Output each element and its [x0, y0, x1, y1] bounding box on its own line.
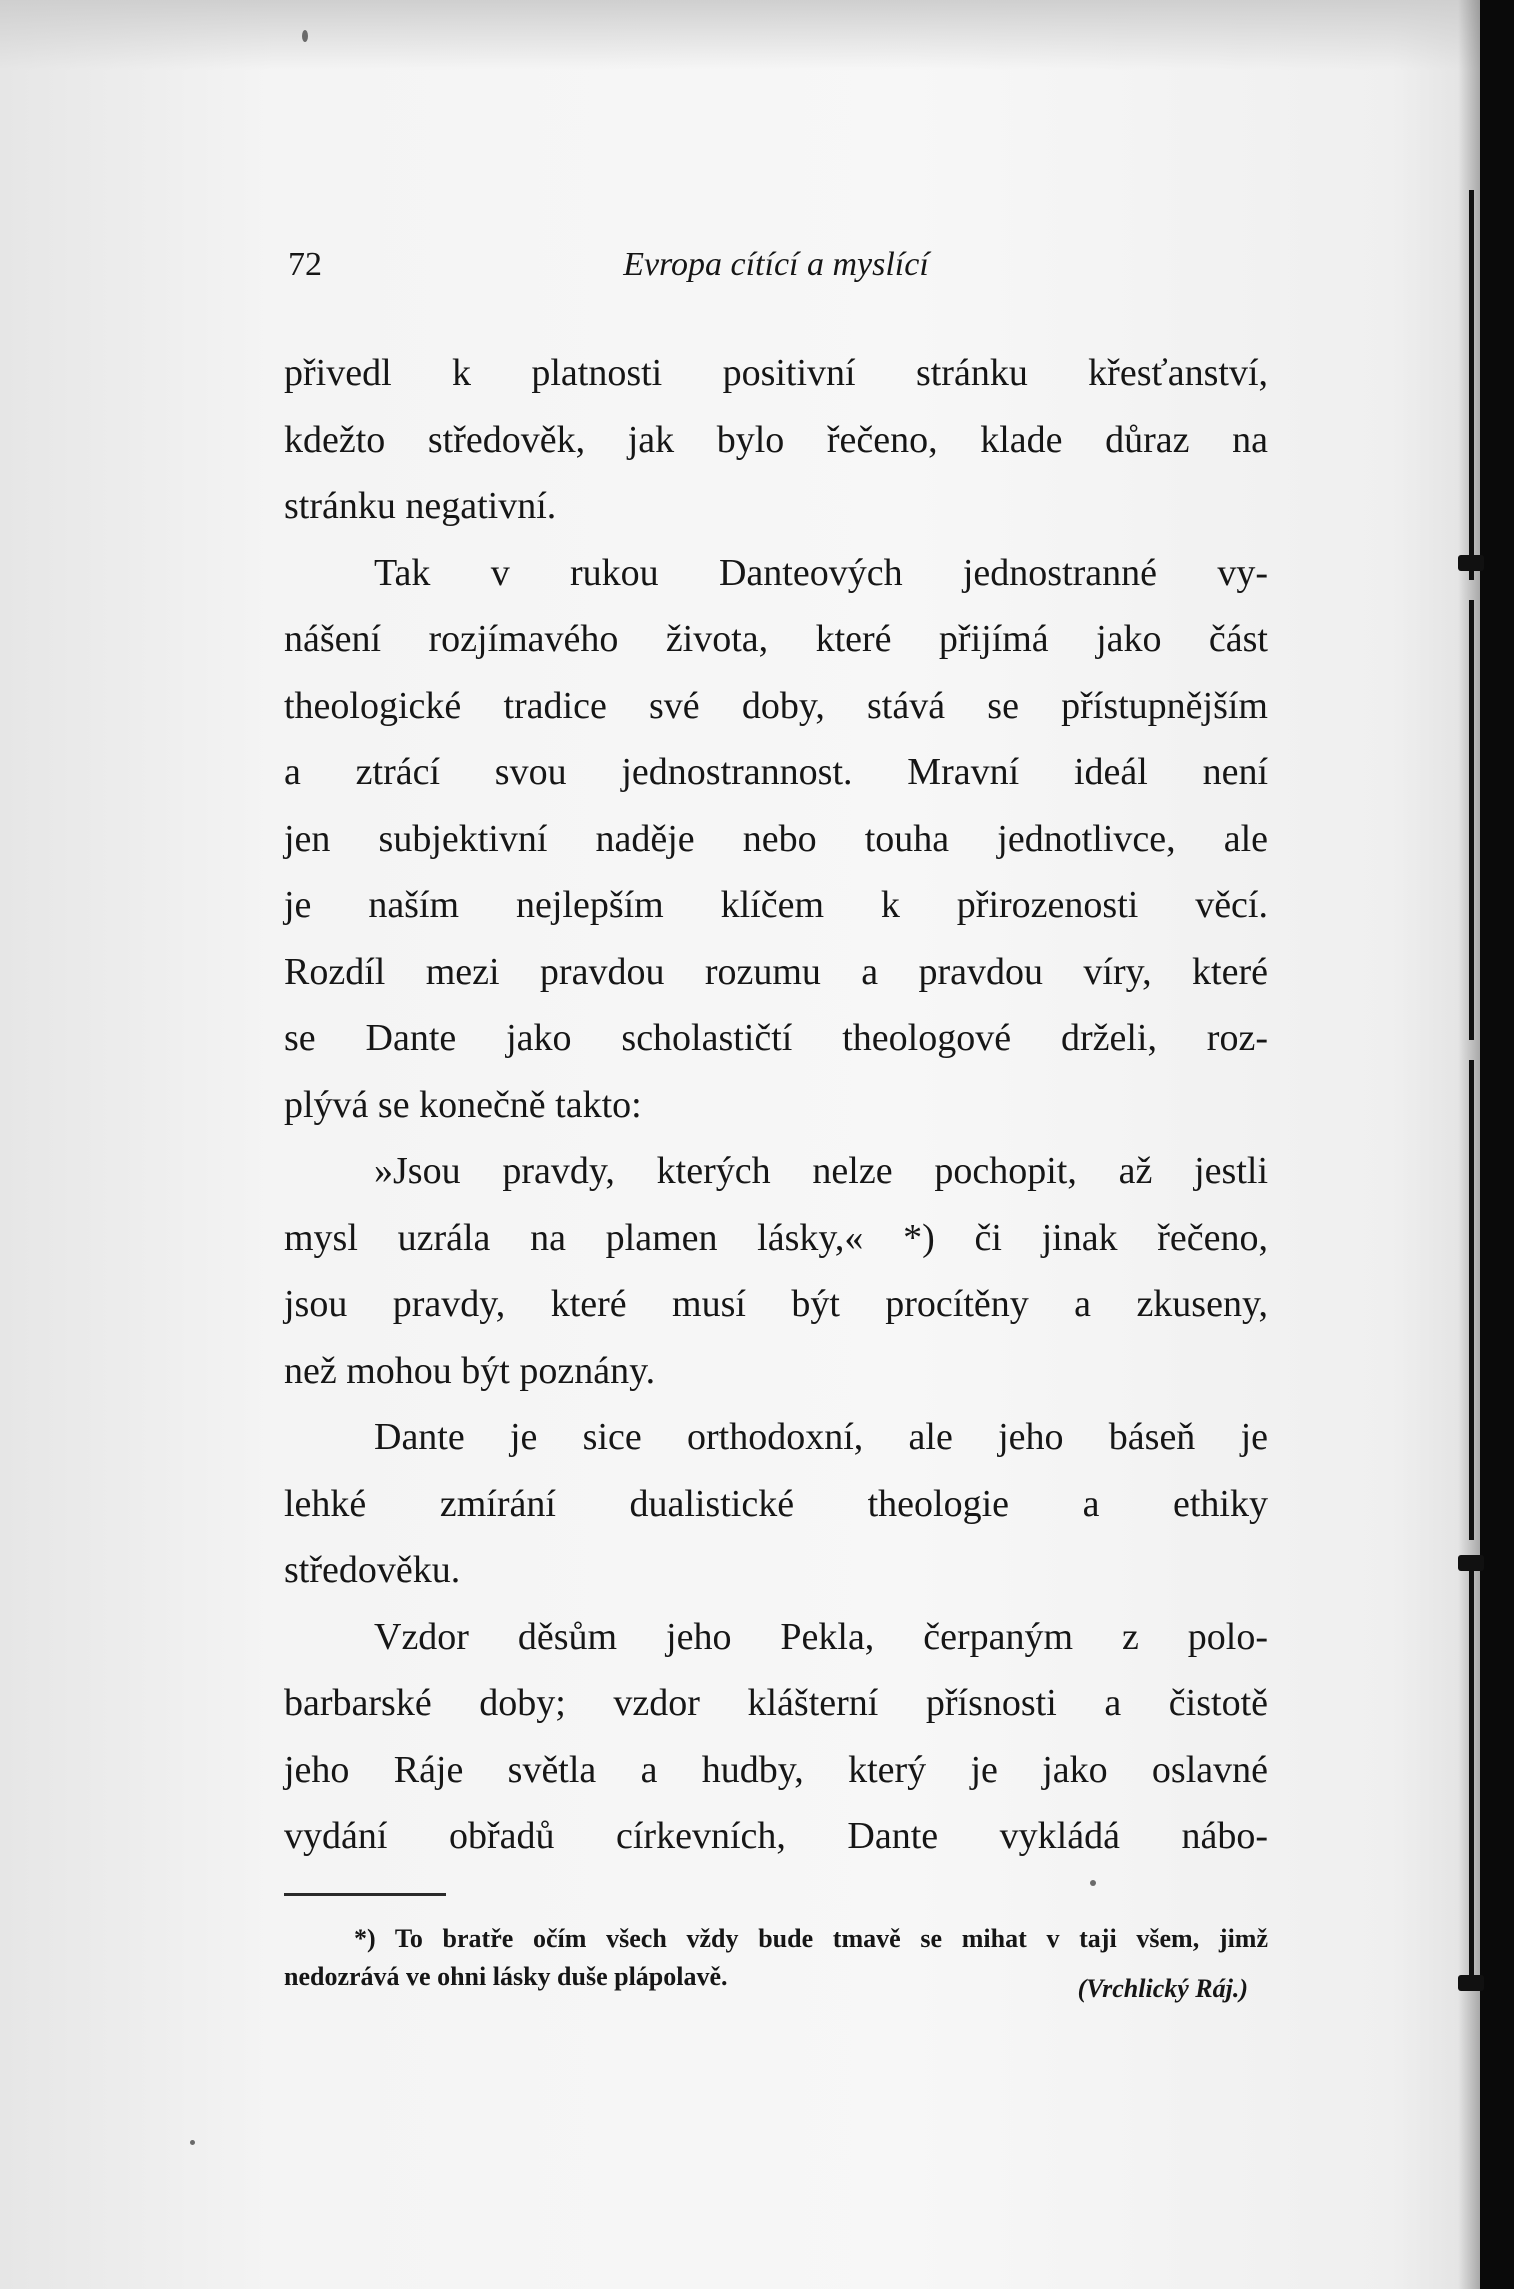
running-title: Evropa cítící a myslící: [623, 246, 929, 283]
text-line: než mohou být poznány.: [284, 1349, 656, 1392]
text-line: a ztrácí svou jednostrannost. Mravní ideál není: [284, 751, 1268, 793]
binding-rule: [1469, 190, 1474, 580]
text-line: barbarské doby; vzdor klášterní přísnosti a čistotě: [284, 1682, 1268, 1724]
footnote-last-line: [284, 1958, 1268, 2002]
text-line: stránku negativní.: [284, 485, 557, 527]
text-line: kdežto středověk, jak bylo řečeno, klade důraz na: [284, 418, 1268, 461]
text-line: nášení rozjímavého života, které přijímá jako část: [284, 618, 1268, 660]
text-line: mysl uzrála na plamen lásky,« *) či jinak řečeno,: [284, 1216, 1268, 1259]
body-text: [284, 340, 1268, 1870]
text-line: »Jsou pravdy, kterých nelze pochopit, až jestli: [374, 1150, 1268, 1192]
footnote-line: *) To bratře očím všech vždy bude tmavě se mihat v taji všem, jimž: [354, 1924, 1268, 1953]
text-line: středověku.: [284, 1549, 461, 1591]
text-line: vydání obřadů církevních, Dante vykládá nábo-: [284, 1815, 1268, 1857]
text-line: lehké zmírání dualistické theologie a ethiky: [284, 1482, 1268, 1525]
binding-edge: [1480, 0, 1514, 2289]
footnote-source: (Vrchlický Ráj.): [1077, 1974, 1248, 2003]
scan-speck: [302, 30, 308, 42]
binding-mark: [1458, 555, 1484, 571]
text-line: jsou pravdy, které musí být procítěny a zkuseny,: [284, 1283, 1268, 1325]
text-line: přivedl k platnosti positivní stránku křesťanství,: [284, 352, 1268, 394]
scan-shadow: [0, 0, 1514, 70]
scan-speck: [1090, 1880, 1096, 1886]
text-line: jeho Ráje světla a hudby, který je jako oslavné: [284, 1748, 1268, 1791]
text-line: se Dante jako scholastičtí theologové drželi, roz-: [284, 1017, 1268, 1059]
binding-mark: [1458, 1555, 1484, 1571]
scan-speck: [190, 2140, 195, 2145]
binding-mark: [1458, 1975, 1484, 1991]
footnote-rule: [284, 1893, 446, 1896]
text-line: je naším nejlepším klíčem k přirozenosti věcí.: [284, 884, 1268, 926]
footnote-line: nedozrává ve ohni lásky duše plápolavě.: [284, 1962, 728, 1991]
text-line: plývá se konečně takto:: [284, 1083, 642, 1126]
text-line: Tak v rukou Danteových jednostranné vy-: [374, 551, 1268, 594]
text-line: Dante je sice orthodoxní, ale jeho báseň je: [374, 1416, 1268, 1458]
page-number: 72: [288, 246, 322, 283]
text-line: theologické tradice své doby, stává se přístupnějším: [284, 684, 1268, 727]
binding-rule: [1469, 600, 1474, 1040]
footnote: [284, 1920, 1268, 2002]
binding-rule: [1469, 1570, 1474, 1990]
text-line: Rozdíl mezi pravdou rozumu a pravdou víry, které: [284, 950, 1268, 993]
text-line: jen subjektivní naděje nebo touha jednotlivce, ale: [284, 817, 1268, 860]
binding-rule: [1469, 1060, 1474, 1540]
running-head: [284, 240, 1268, 290]
text-line: Vzdor děsům jeho Pekla, čerpaným z polo-: [374, 1615, 1268, 1658]
